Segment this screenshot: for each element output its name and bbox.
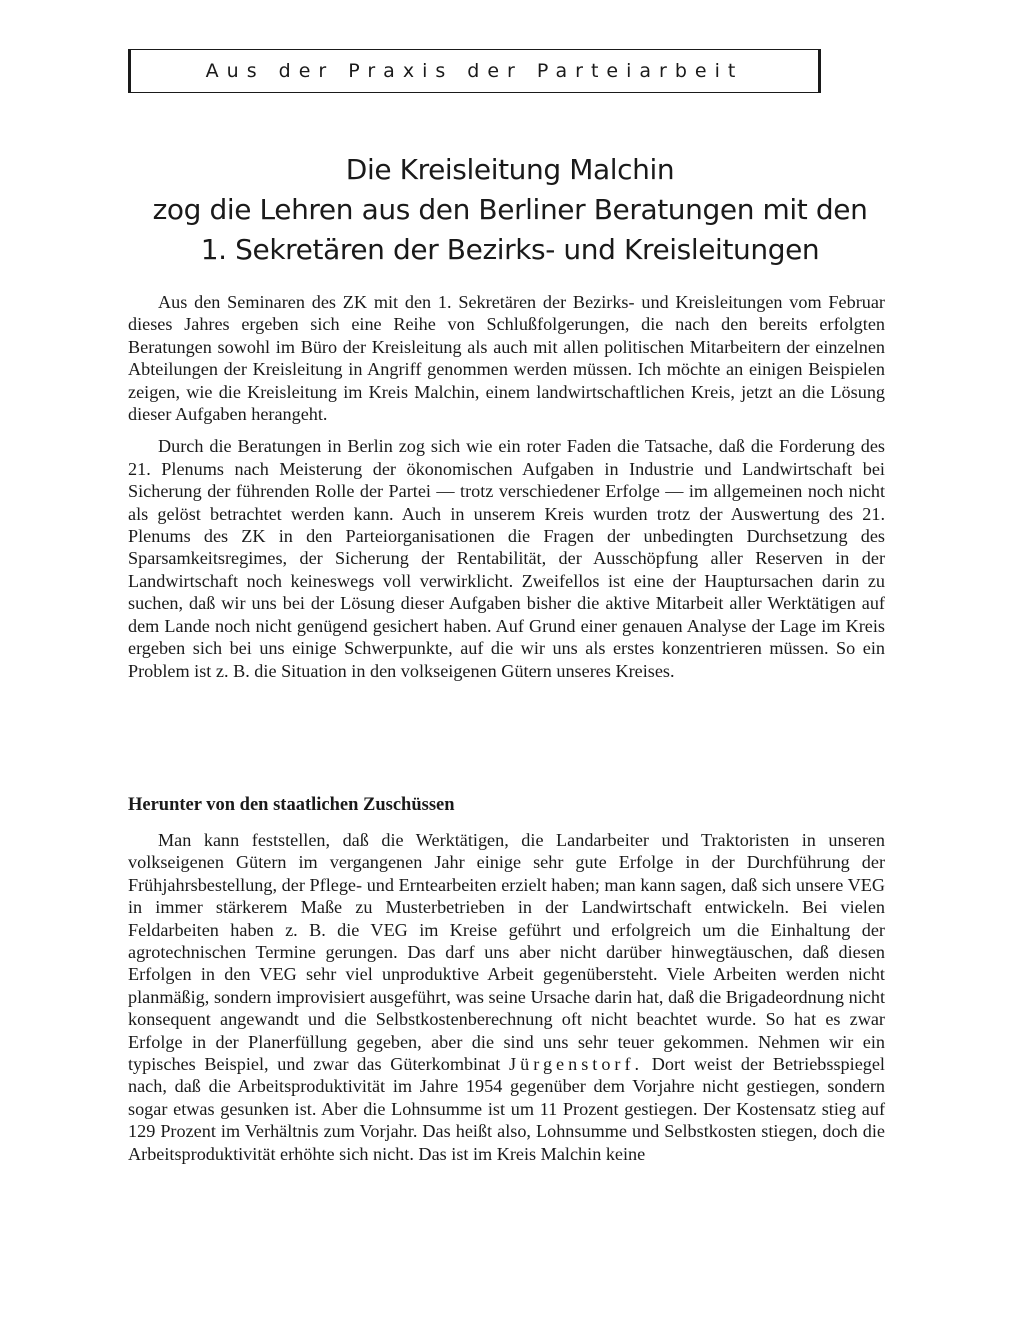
paragraph-2: Durch die Beratungen in Berlin zog sich wie ein roter Faden die Tatsache, daß die Forderung des 21. Plenums nach Meisterung der ökonomischen Aufgaben in Industrie und Landwirtschaft bei Sicherung der führenden Rolle der Partei — trotz verschiedener Erfolge — im allgemeinen noch nicht als gelöst betrachtet werden kann. Auch in unserem Kreis wurden trotz der Auswertung des 21. Plenums des ZK in den Parteiorganisationen die Fragen der unbedingten Durchsetzung des Sparsamkeitsregimes, der Sicherung der Rentabilität, der Ausschöpfung aller Reserven in der Landwirtschaft noch keineswegs voll verwirklicht. Zweifellos ist eine der Hauptursachen darin zu suchen, daß wir uns bei der Lösung dieser Aufgaben bisher die aktive Mitarbeit aller Werktätigen auf dem Lande noch nicht genügend gesichert haben. Auf Grund einer genauen Analyse der Lage im Kreis ergeben sich bei uns einige Schwerpunkte, auf die wir uns als erstes konzentrieren müssen. So ein Problem ist z. B. die Situation in den volkseigenen Gütern unseres Kreises. [128, 436, 885, 681]
article-title [100, 150, 920, 270]
paragraph-3-part-1: Man kann feststellen, daß die Werktätigen, die Landarbeiter und Traktoristen in unseren volkseigenen Gütern im vergangenen Jahr einige sehr gute Erfolge in der Durchführung der Frühjahrsbestellung, der Pflege- und Erntearbeiten erzielt haben; man kann sagen, daß sich unsere VEG in immer stärkerem Maße zu Musterbetrieben in der Landwirtschaft entwickeln. Bei vielen Feldarbeiten haben z. B. die VEG im Kreise geführt und erfolgreich um die Einhaltung der agrotechnischen Termine gerungen. Das darf uns aber nicht darüber hinwegtäuschen, daß diesen Erfolgen in den VEG sehr viel unproduktive Arbeit gegenübersteht. Viele Arbeiten werden nicht planmäßig, sondern improvisiert ausgeführt, was seine Ursache darin hat, daß die Brigadeordnung nicht konsequent angewandt und die Selbstkostenberechnung oft nicht beachtet wurde. So hat es zwar Erfolge in der Planerfüllung gegeben, aber die sind uns sehr teuer gekommen. Nehmen wir ein typisches Beispiel, und zwar das Güterkombinat [128, 830, 885, 1075]
intro-section [128, 291, 885, 692]
place-name-emphasis: Jürgenstorf. [509, 1054, 644, 1075]
section-body [128, 829, 885, 1175]
paragraph-1: Aus den Seminaren des ZK mit den 1. Sekretären der Bezirks- und Kreisleitungen vom Februar dieses Jahres ergeben sich eine Reihe von Schlußfolgerungen, die nach den bereits erfolgten Beratungen sowohl im Büro der Kreisleitung als auch mit allen politischen Mitarbeitern der einzelnen Abteilungen der Kreisleitung in Angriff genommen werden müssen. Ich möchte an einigen Beispielen zeigen, wie die Kreisleitung im Kreis Malchin, einem landwirtschaftlichen Kreis, jetzt an die Lösung dieser Aufgaben herangeht. [128, 292, 885, 425]
rubric-text: Aus der Praxis der Parteiarbeit [205, 60, 744, 82]
paragraph-3-part-2: Dort weist der Betriebsspiegel nach, daß die Arbeitsproduktivität im Jahre 1954 gegenüber dem Vorjahre nicht gestiegen, sondern sogar etwas gesunken ist. Aber die Lohnsumme ist um 11 Prozent gestiegen. Der Kostensatz stieg auf 129 Prozent im Verhältnis zum Vorjahr. Das heißt also, Lohnsumme und Selbstkosten stiegen, doch die Arbeitsproduktivität erhöhte sich nicht. Das ist im Kreis Malchin keine [128, 1054, 885, 1164]
title-line-2: zog die Lehren aus den Berliner Beratungen mit den [152, 193, 868, 226]
paragraph-3 [128, 829, 885, 1165]
rubric-box [128, 49, 821, 93]
title-line-1: Die Kreisleitung Malchin [345, 153, 675, 186]
title-line-3: 1. Sekretären der Bezirks- und Kreisleitungen [200, 233, 820, 266]
section-heading: Herunter von den staatlichen Zuschüssen [128, 795, 455, 815]
